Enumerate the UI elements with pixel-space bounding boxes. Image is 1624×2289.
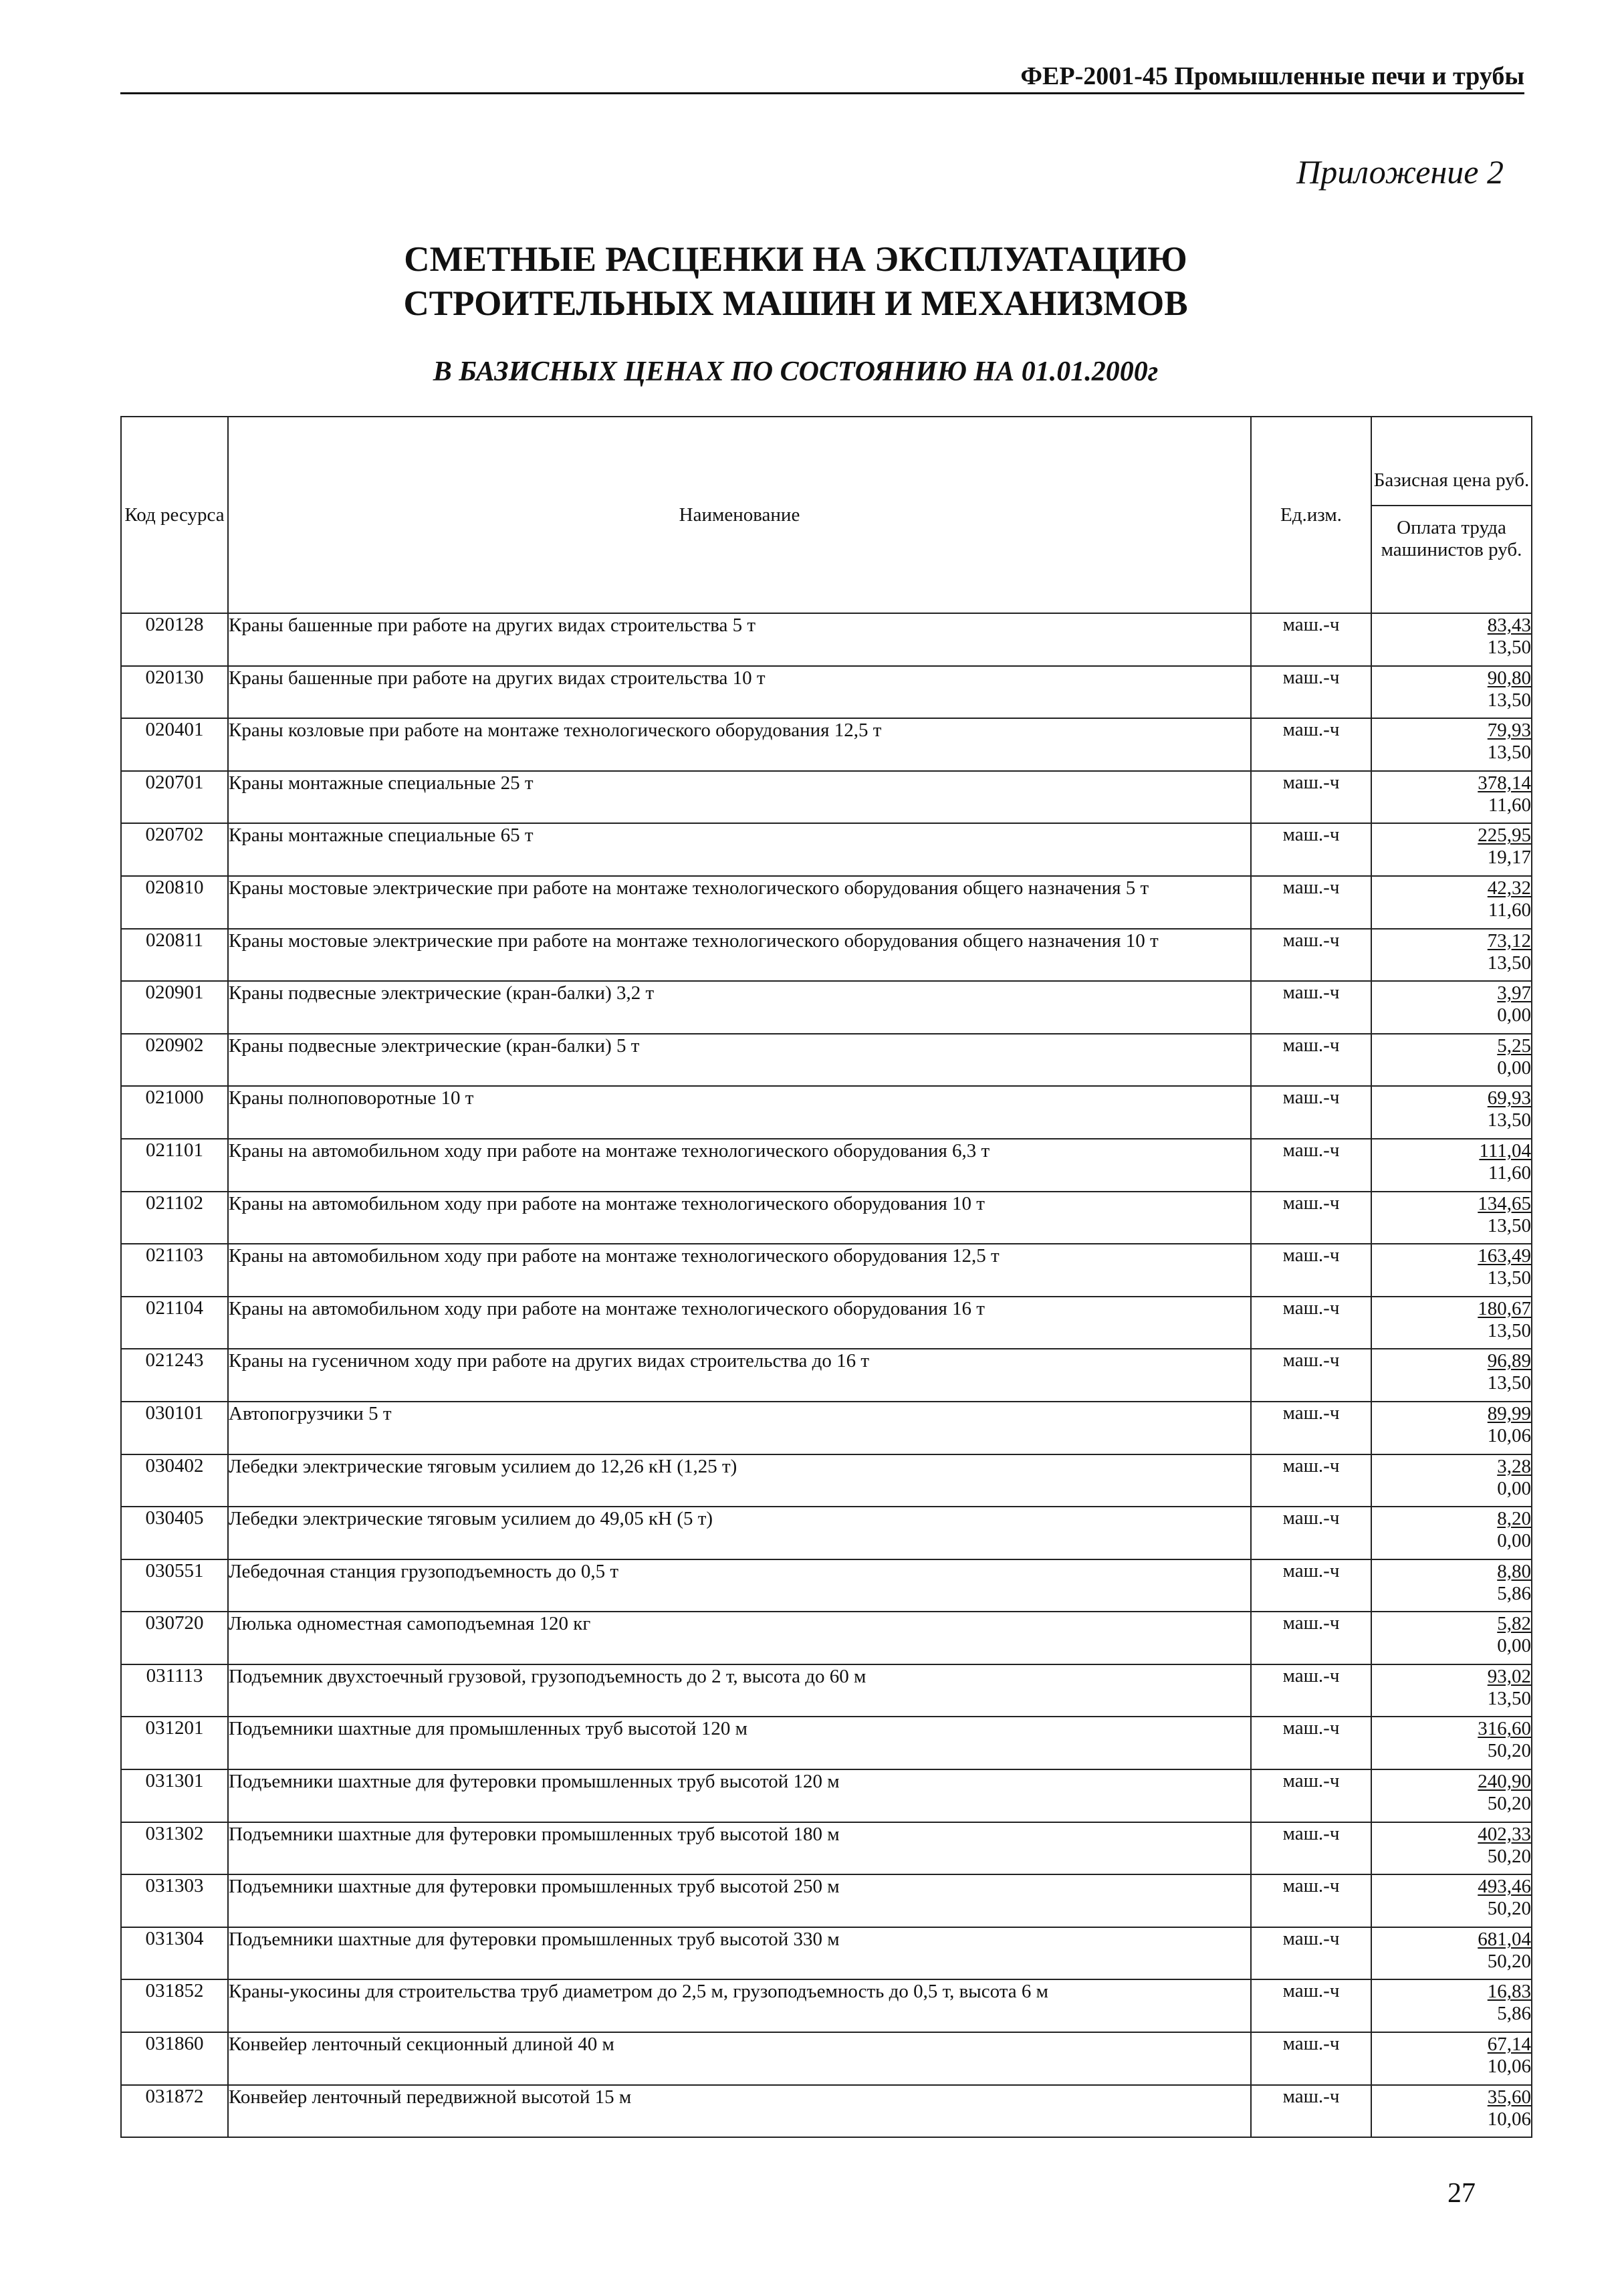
base-price: 79,93 [1487,720,1531,742]
base-price: 111,04 [1479,1139,1531,1162]
price-cell [1371,876,1532,929]
resource-name: Подъемники шахтные для промышленных труб высотой 120 м [228,1717,1251,1769]
base-price: 316,60 [1478,1718,1531,1740]
base-price: 35,60 [1487,2086,1531,2108]
table-row [121,1769,1532,1822]
resource-code: 020128 [121,613,228,666]
resource-name: Краны мостовые электрические при работе на монтаже технологического оборудования общего назначения 5 т [228,876,1251,929]
page-title-line-2: СТРОИТЕЛЬНЫХ МАШИН И МЕХАНИЗМОВ [403,284,1188,323]
resource-unit: маш.-ч [1251,718,1371,771]
base-price: 90,80 [1487,667,1531,689]
table-row [121,981,1532,1034]
labor-pay: 10,06 [1487,1424,1531,1446]
price-cell [1371,2032,1532,2085]
table-row [121,929,1532,982]
table-row [121,1664,1532,1717]
labor-pay: 50,20 [1487,1740,1531,1762]
resource-code: 031302 [121,1822,228,1875]
resource-unit: маш.-ч [1251,1664,1371,1717]
base-price: 134,65 [1478,1192,1531,1214]
table-row [121,1927,1532,1980]
price-cell [1371,771,1532,824]
table-row [121,1297,1532,1349]
price-cell [1371,1507,1532,1559]
table-row [121,1979,1532,2032]
table-row [121,2032,1532,2085]
resource-name: Лебедочная станция грузоподъемность до 0,5 т [228,1559,1251,1612]
labor-pay: 0,00 [1497,1477,1531,1499]
price-cell [1371,1349,1532,1402]
resource-name: Краны башенные при работе на других видах строительства 10 т [228,666,1251,719]
resource-name: Краны башенные при работе на других видах строительства 5 т [228,613,1251,666]
base-price: 402,33 [1478,1823,1531,1845]
table-row [121,2085,1532,2138]
page-number: 27 [1447,2178,1476,2209]
price-cell [1371,929,1532,982]
resource-code: 030101 [121,1402,228,1454]
base-price: 681,04 [1478,1928,1531,1950]
page-title-line-1: СМЕТНЫЕ РАСЦЕНКИ НА ЭКСПЛУАТАЦИЮ [404,240,1187,279]
labor-pay: 0,00 [1497,1057,1531,1079]
resource-name: Подъемники шахтные для футеровки промышленных труб высотой 180 м [228,1822,1251,1875]
resource-unit: маш.-ч [1251,1086,1371,1139]
base-price: 8,20 [1497,1508,1531,1530]
resource-code: 020701 [121,771,228,824]
table-row [121,1034,1532,1087]
labor-pay: 0,00 [1497,1004,1531,1026]
resource-name: Подъемники шахтные для футеровки промышленных труб высотой 120 м [228,1769,1251,1822]
page-title [0,237,1591,326]
table-row [121,1139,1532,1192]
table-row [121,1454,1532,1507]
resource-name: Краны козловые при работе на монтаже технологического оборудования 12,5 т [228,718,1251,771]
labor-pay: 0,00 [1497,1530,1531,1552]
resource-unit: маш.-ч [1251,823,1371,876]
labor-pay: 10,06 [1487,2108,1531,2130]
base-price: 378,14 [1478,772,1531,794]
resource-code: 021102 [121,1192,228,1244]
labor-pay: 10,06 [1487,2056,1531,2078]
resource-code: 031201 [121,1717,228,1769]
labor-pay: 13,50 [1487,1109,1531,1131]
resource-unit: маш.-ч [1251,876,1371,929]
resource-unit: маш.-ч [1251,613,1371,666]
resource-name: Конвейер ленточный секционный длиной 40 м [228,2032,1251,2085]
resource-code: 020901 [121,981,228,1034]
labor-pay: 50,20 [1487,1793,1531,1815]
price-cell [1371,1244,1532,1297]
price-cell [1371,2085,1532,2138]
labor-pay: 13,50 [1487,1214,1531,1236]
price-cell [1371,1297,1532,1349]
resource-code: 020702 [121,823,228,876]
resource-unit: маш.-ч [1251,1927,1371,1980]
table-header-row [121,417,1532,613]
table-row [121,771,1532,824]
resource-code: 020810 [121,876,228,929]
resource-name: Подъемник двухстоечный грузовой, грузоподъемность до 2 т, высота до 60 м [228,1664,1251,1717]
table-row [121,823,1532,876]
resource-unit: маш.-ч [1251,1244,1371,1297]
table-row [121,1822,1532,1875]
price-cell [1371,666,1532,719]
resource-name: Краны на гусеничном ходу при работе на других видах строительства до 16 т [228,1349,1251,1402]
resource-unit: маш.-ч [1251,1559,1371,1612]
table-row [121,1086,1532,1139]
resource-code: 031303 [121,1874,228,1927]
resource-unit: маш.-ч [1251,1717,1371,1769]
labor-pay: 13,50 [1487,1372,1531,1394]
base-price: 16,83 [1487,1981,1531,2003]
labor-pay: 5,86 [1497,1582,1531,1604]
base-price: 225,95 [1478,825,1531,847]
base-price: 83,43 [1487,615,1531,636]
resource-name: Краны монтажные специальные 65 т [228,823,1251,876]
resource-unit: маш.-ч [1251,1612,1371,1664]
resource-name: Конвейер ленточный передвижной высотой 15 м [228,2085,1251,2138]
resource-code: 020811 [121,929,228,982]
resource-code: 030720 [121,1612,228,1664]
header-name: Наименование [228,417,1251,613]
price-cell [1371,823,1532,876]
base-price: 3,97 [1497,982,1531,1004]
price-cell [1371,1139,1532,1192]
rates-table [120,416,1532,2138]
table-row [121,718,1532,771]
price-cell [1371,1979,1532,2032]
labor-pay: 13,50 [1487,1319,1531,1341]
resource-code: 021000 [121,1086,228,1139]
labor-pay: 13,50 [1487,1267,1531,1289]
price-cell [1371,613,1532,666]
price-cell [1371,1717,1532,1769]
base-price: 240,90 [1478,1771,1531,1793]
labor-pay: 11,60 [1488,794,1531,816]
resource-code: 031852 [121,1979,228,2032]
resource-unit: маш.-ч [1251,1822,1371,1875]
labor-pay: 13,50 [1487,689,1531,711]
table-row [121,1559,1532,1612]
base-price: 93,02 [1487,1665,1531,1687]
price-cell [1371,1086,1532,1139]
header-labor-pay: Оплата труда машинистов руб. [1381,516,1522,560]
resource-unit: маш.-ч [1251,1454,1371,1507]
resource-unit: маш.-ч [1251,1769,1371,1822]
resource-unit: маш.-ч [1251,2032,1371,2085]
resource-code: 030405 [121,1507,228,1559]
labor-pay: 50,20 [1487,1845,1531,1867]
table-row [121,1349,1532,1402]
header-unit: Ед.изм. [1251,417,1371,613]
resource-code: 031304 [121,1927,228,1980]
base-price: 8,80 [1497,1560,1531,1582]
base-price: 493,46 [1478,1876,1531,1898]
resource-code: 021101 [121,1139,228,1192]
table-row [121,1612,1532,1664]
resource-code: 030402 [121,1454,228,1507]
labor-pay: 13,50 [1487,952,1531,974]
base-price: 5,82 [1497,1613,1531,1635]
table-row [121,876,1532,929]
labor-pay: 13,50 [1487,742,1531,764]
resource-name: Люлька одноместная самоподъемная 120 кг [228,1612,1251,1664]
table-body [121,613,1532,2137]
base-price: 5,25 [1497,1034,1531,1057]
resource-code: 031301 [121,1769,228,1822]
resource-unit: маш.-ч [1251,2085,1371,2138]
resource-unit: маш.-ч [1251,1402,1371,1454]
resource-code: 021243 [121,1349,228,1402]
price-cell [1371,718,1532,771]
table-row [121,613,1532,666]
table-row [121,666,1532,719]
resource-unit: маш.-ч [1251,1349,1371,1402]
resource-code: 030551 [121,1559,228,1612]
base-price: 42,32 [1487,877,1531,899]
resource-code: 031860 [121,2032,228,2085]
price-cell [1371,1822,1532,1875]
labor-pay: 13,50 [1487,637,1531,658]
price-cell [1371,1612,1532,1664]
page-subtitle: В БАЗИСНЫХ ЦЕНАХ ПО СОСТОЯНИЮ НА 01.01.2000г [433,356,1159,387]
resource-code: 021103 [121,1244,228,1297]
header-base-price: Базисная цена руб. [1372,469,1531,506]
resource-name: Лебедки электрические тяговым усилием до 49,05 кН (5 т) [228,1507,1251,1559]
labor-pay: 0,00 [1497,1635,1531,1657]
resource-code: 021104 [121,1297,228,1349]
base-price: 180,67 [1478,1297,1531,1319]
labor-pay: 5,86 [1497,2003,1531,2025]
labor-pay: 11,60 [1488,1162,1531,1184]
table-row [121,1717,1532,1769]
resource-name: Краны подвесные электрические (кран-балки) 5 т [228,1034,1251,1087]
header-code: Код ресурса [121,417,228,613]
resource-name: Краны подвесные электрические (кран-балки) 3,2 т [228,981,1251,1034]
price-cell [1371,1874,1532,1927]
resource-unit: маш.-ч [1251,981,1371,1034]
labor-pay: 50,20 [1487,1898,1531,1920]
resource-name: Краны мостовые электрические при работе на монтаже технологического оборудования общего назначения 10 т [228,929,1251,982]
resource-unit: маш.-ч [1251,1034,1371,1087]
resource-unit: маш.-ч [1251,1507,1371,1559]
resource-code: 020401 [121,718,228,771]
price-cell [1371,1927,1532,1980]
table-row [121,1192,1532,1244]
base-price: 69,93 [1487,1087,1531,1109]
running-title: ФЕР-2001-45 Промышленные печи и трубы [120,63,1524,94]
base-price: 89,99 [1487,1402,1531,1424]
price-cell [1371,1664,1532,1717]
base-price: 163,49 [1478,1245,1531,1267]
labor-pay: 19,17 [1487,847,1531,869]
table-row [121,1402,1532,1454]
price-cell [1371,1402,1532,1454]
base-price: 67,14 [1487,2034,1531,2056]
resource-unit: маш.-ч [1251,771,1371,824]
price-cell [1371,1559,1532,1612]
resource-code: 031113 [121,1664,228,1717]
resource-name: Лебедки электрические тяговым усилием до 12,26 кН (1,25 т) [228,1454,1251,1507]
resource-name: Краны монтажные специальные 25 т [228,771,1251,824]
labor-pay: 50,20 [1487,1950,1531,1972]
price-cell [1371,1034,1532,1087]
resource-unit: маш.-ч [1251,1192,1371,1244]
labor-pay: 13,50 [1487,1687,1531,1709]
base-price: 3,28 [1497,1455,1531,1477]
resource-name: Краны на автомобильном ходу при работе на монтаже технологического оборудования 16 т [228,1297,1251,1349]
resource-name: Краны-укосины для строительства труб диаметром до 2,5 м, грузоподъемность до 0,5 т, высота 6 м [228,1979,1251,2032]
resource-name: Краны на автомобильном ходу при работе на монтаже технологического оборудования 12,5 т [228,1244,1251,1297]
table-row [121,1874,1532,1927]
resource-name: Краны полноповоротные 10 т [228,1086,1251,1139]
base-price: 96,89 [1487,1350,1531,1372]
resource-name: Краны на автомобильном ходу при работе на монтаже технологического оборудования 10 т [228,1192,1251,1244]
resource-code: 020130 [121,666,228,719]
resource-unit: маш.-ч [1251,1979,1371,2032]
price-cell [1371,1192,1532,1244]
price-cell [1371,1454,1532,1507]
resource-name: Подъемники шахтные для футеровки промышленных труб высотой 250 м [228,1874,1251,1927]
resource-code: 031872 [121,2085,228,2138]
labor-pay: 11,60 [1488,899,1531,921]
resource-unit: маш.-ч [1251,1139,1371,1192]
resource-unit: маш.-ч [1251,929,1371,982]
resource-unit: маш.-ч [1251,1874,1371,1927]
base-price: 73,12 [1487,930,1531,952]
resource-unit: маш.-ч [1251,666,1371,719]
resource-name: Краны на автомобильном ходу при работе на монтаже технологического оборудования 6,3 т [228,1139,1251,1192]
appendix-label: Приложение 2 [1296,153,1504,191]
table-row [121,1244,1532,1297]
price-cell [1371,1769,1532,1822]
header-price [1371,417,1532,613]
resource-code: 020902 [121,1034,228,1087]
resource-unit: маш.-ч [1251,1297,1371,1349]
resource-name: Автопогрузчики 5 т [228,1402,1251,1454]
table-row [121,1507,1532,1559]
price-cell [1371,981,1532,1034]
resource-name: Подъемники шахтные для футеровки промышленных труб высотой 330 м [228,1927,1251,1980]
